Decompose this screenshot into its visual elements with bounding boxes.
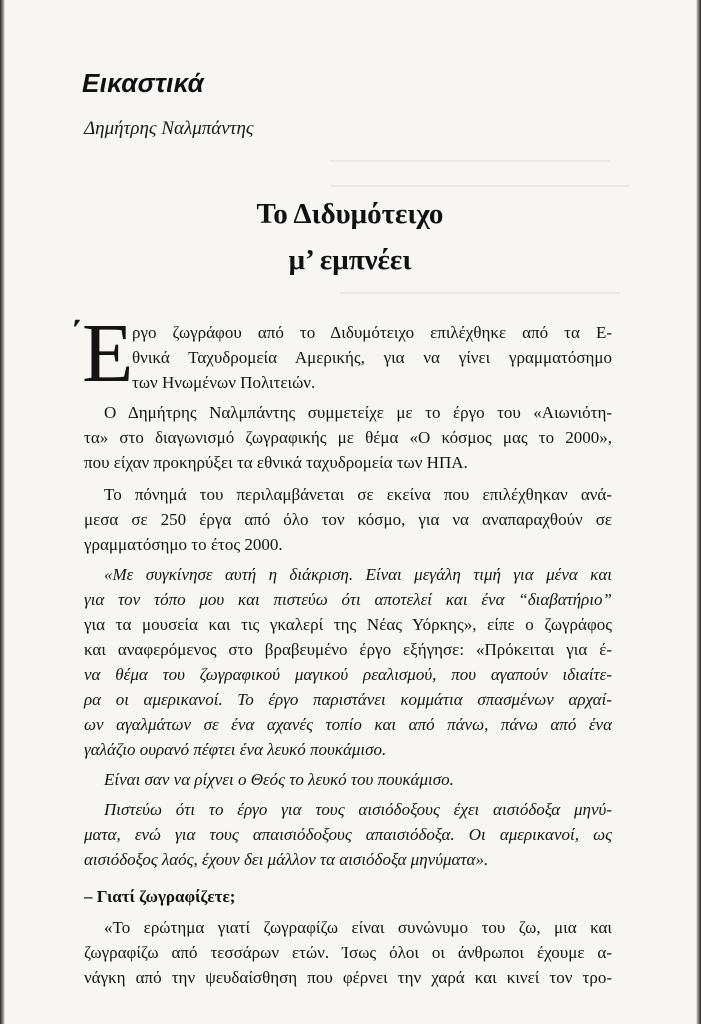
body-line: γραμματόσημο το έτος 2000. xyxy=(84,535,283,554)
body-line: για τα μουσεία και τις γκαλερί της Νέας Υόρκης», είπε ο ζωγράφος xyxy=(84,615,612,634)
drop-cap-letter: Ε xyxy=(82,307,134,400)
body-line: Ο Δημήτρης Ναλμπάντης συμμετείχε με το έργο του «Αιωνιότη- xyxy=(104,403,612,422)
body-line: ων αγαλμάτων σε ένα αχανές τοπίο και από πάνω, πάνω από ένα xyxy=(84,715,612,734)
section-heading: Εικαστικά xyxy=(82,68,205,98)
body-line: ργο ζωγράφου από το Διδυμότειχο επιλέχθηκε από τα Ε- xyxy=(132,323,612,342)
drop-cap-accent: ΄ xyxy=(70,316,82,353)
body-line: των Ηνωμένων Πολιτειών. xyxy=(132,373,316,392)
body-line: Το πόνημά του περιλαμβάνεται σε εκείνα που επιλέχθηκαν ανά- xyxy=(104,485,612,504)
page-edge-shadow-right xyxy=(696,0,701,1024)
body-line: θνικά Ταχυδρομεία Αμερικής, για να γίνει γραμματόσημο xyxy=(132,348,612,367)
interview-question: – Γιατί ζωγραφίζετε; xyxy=(84,887,236,906)
author-name: Δημήτρης Ναλμπάντης xyxy=(84,118,254,139)
body-line: να θέμα του ζωγραφικού μαγικού ρεαλισμού, που αγαπούν ιδιαίτε- xyxy=(84,665,612,684)
body-line: «Το ερώτημα γιατί ζωγραφίζω είναι συνώνυμο του ζω, μια και xyxy=(104,918,612,937)
body-line: Πιστεύω ότι το έργο για τους αισιόδοξους έχει αισιόδοξα μηνύ- xyxy=(104,800,612,819)
article-title-line-1: Το Διδυμότειχο xyxy=(256,198,444,230)
body-line: ζωγραφίζω από τεσσάρων ετών. Ίσως όλοι οι άνθρωποι έχουμε α- xyxy=(84,943,612,962)
body-line: νάγκη από την ψευδαίσθηση που φέρνει την χαρά και κινεί τον τρο- xyxy=(84,968,612,987)
body-line: και αναφερόμενος στο βραβευμένο έργο εξήγησε: «Πρόκειται για έ- xyxy=(84,640,612,659)
body-line: ρα οι αμερικανοί. Το έργο παριστάνει κομμάτια σπασμένων αρχαί- xyxy=(84,690,612,709)
drop-cap xyxy=(70,307,134,400)
page-edge-shadow-left xyxy=(0,0,5,1024)
show-through-line xyxy=(330,185,630,187)
show-through-line xyxy=(340,292,620,294)
article-title-line-2: μ’ εμπνέει xyxy=(288,244,412,276)
body-line: ματα, ενώ για τους απαισιόδοξους απαισιόδοξα. Οι αμερικανοί, ως xyxy=(84,825,612,844)
body-line: Είναι σαν να ρίχνει ο Θεός το λευκό του πουκάμισο. xyxy=(104,770,454,789)
body-line: αισιόδοξος λαός, έχουν δει μάλλον τα αισιόδοξα μηνύματα». xyxy=(84,850,489,869)
body-line: τα» στο διαγωνισμό ζωγραφικής με θέμα «Ο κόσμος μας το 2000», xyxy=(84,428,612,447)
body-line: για τον τόπο μου και πιστεύω ότι αποτελεί και ένα “διαβατήριο” xyxy=(84,590,612,609)
body-line: «Με συγκίνησε αυτή η διάκριση. Είναι μεγάλη τιμή για μένα και xyxy=(104,565,612,584)
show-through-line xyxy=(330,160,610,162)
body-line: γαλάζιο ουρανό πέφτει ένα λευκό πουκάμισο. xyxy=(84,740,387,759)
body-line: που είχαν προκηρύξει τα εθνικά ταχυδρομεία των ΗΠΑ. xyxy=(84,453,468,472)
body-line: μεσα σε 250 έργα από όλο τον κόσμο, για να αναπαραχθούν σε xyxy=(84,510,612,529)
